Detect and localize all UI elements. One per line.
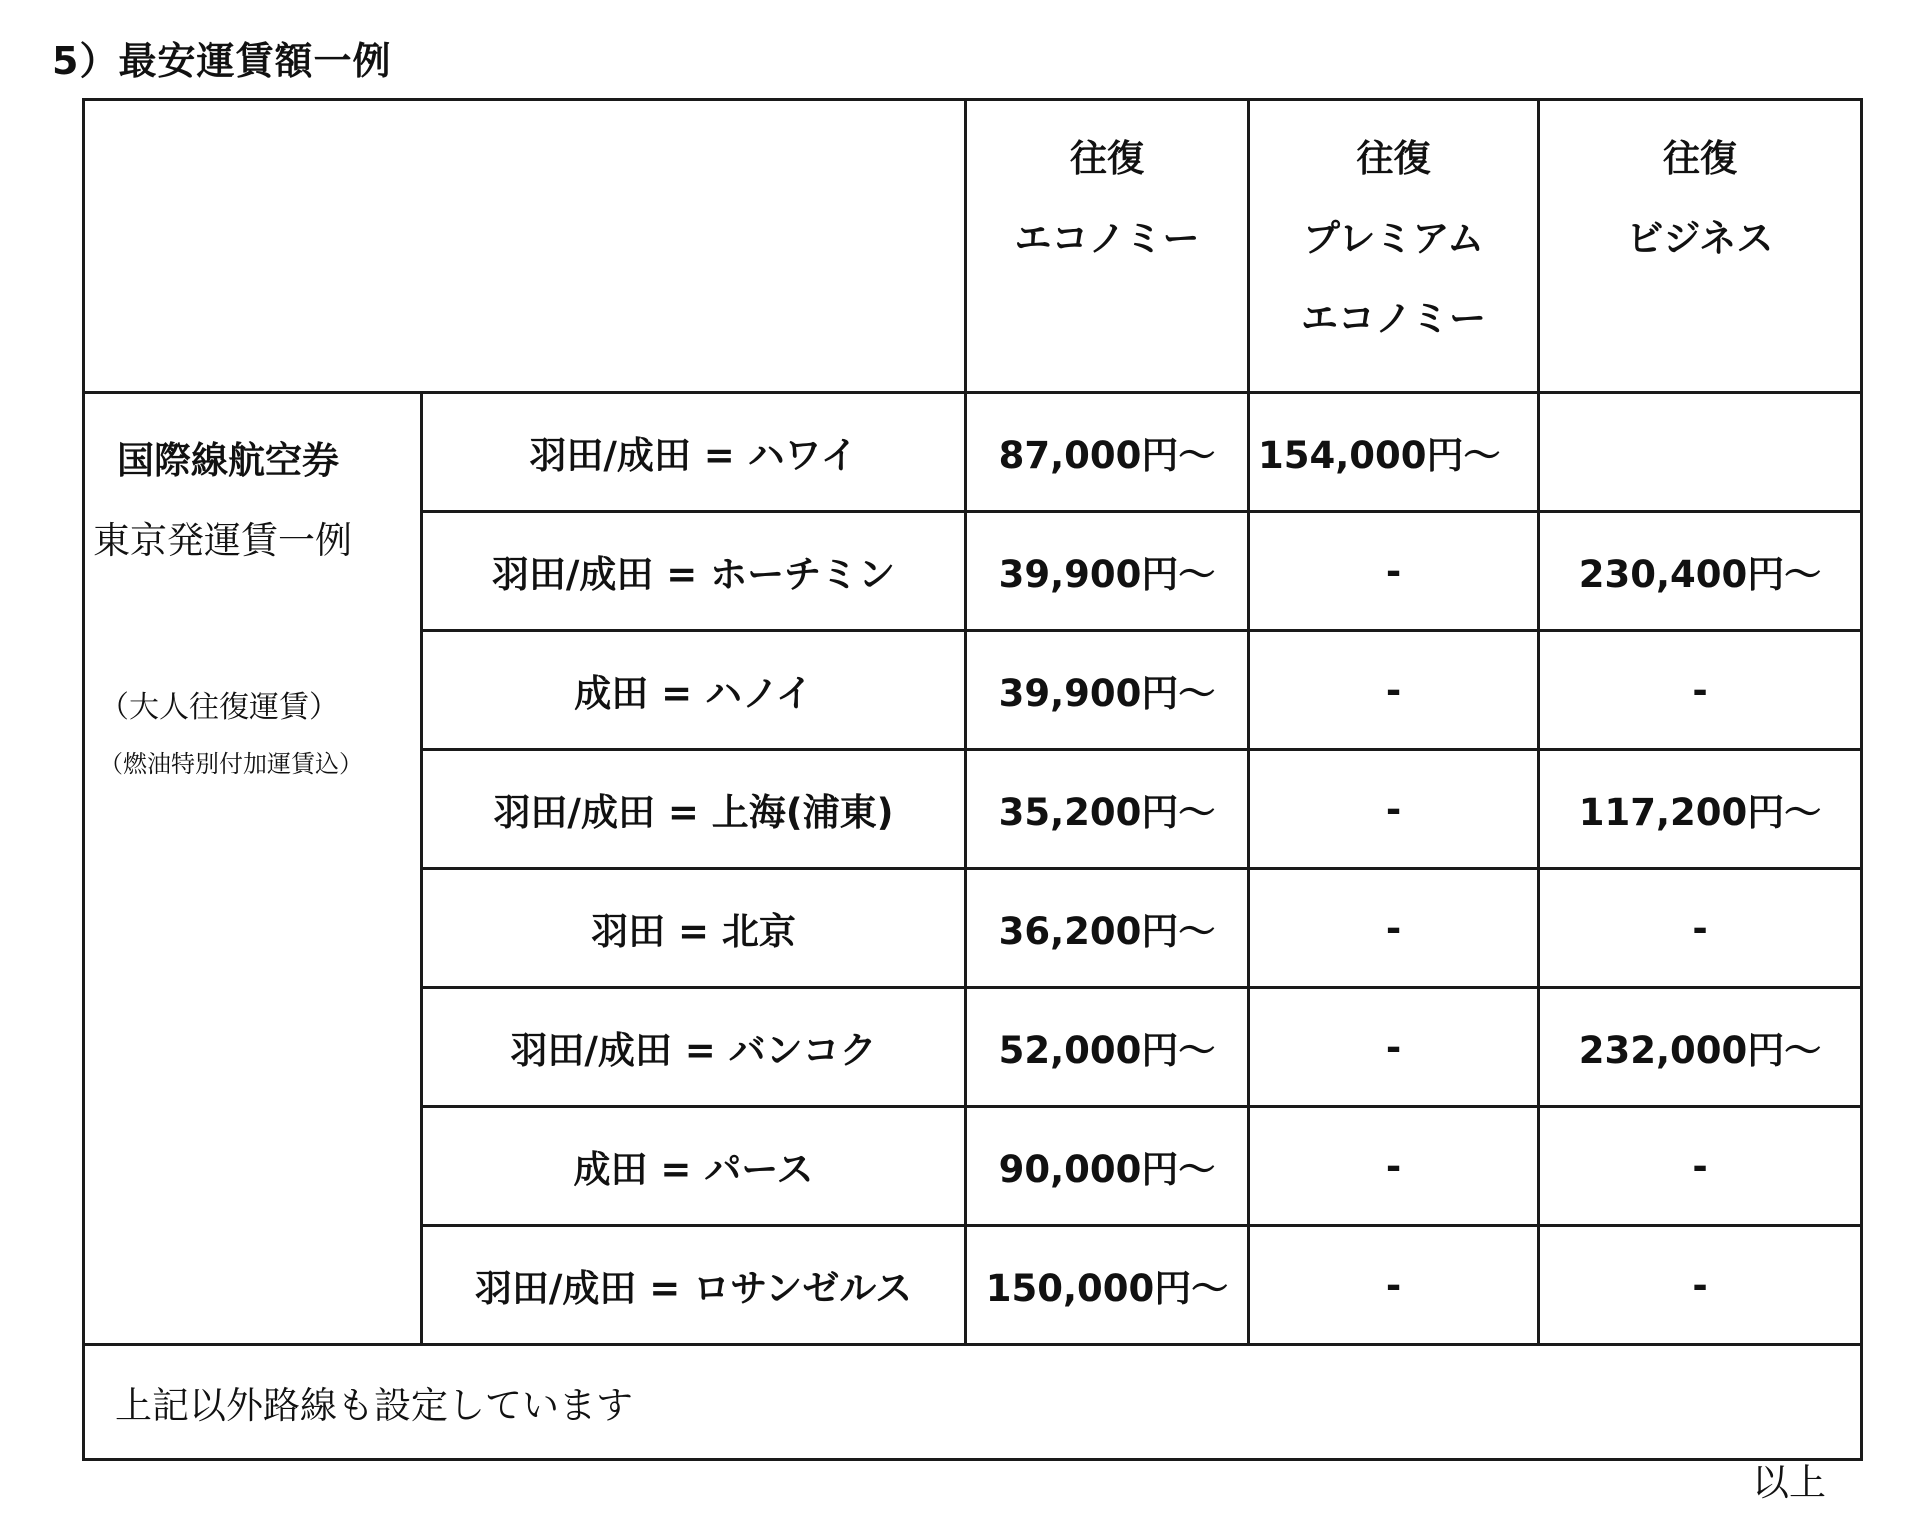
premium-economy-price: - xyxy=(1249,512,1539,631)
economy-price: 90,000円〜 xyxy=(966,1107,1249,1226)
header-economy xyxy=(966,100,1249,393)
route-cell: 羽田/成田 = ハワイ xyxy=(422,393,966,512)
route-cell: 羽田 = 北京 xyxy=(422,869,966,988)
economy-price: 150,000円〜 xyxy=(966,1226,1249,1345)
table-row xyxy=(84,393,1862,512)
economy-price: 35,200円〜 xyxy=(966,750,1249,869)
header-premium-economy xyxy=(1249,100,1539,393)
premium-economy-price: - xyxy=(1249,1107,1539,1226)
economy-price: 39,900円〜 xyxy=(966,512,1249,631)
route-cell: 羽田/成田 = ホーチミン xyxy=(422,512,966,631)
header-premium-line3: エコノミー xyxy=(1301,297,1486,340)
header-premium-line2: プレミアム xyxy=(1303,217,1484,260)
header-business xyxy=(1539,100,1862,393)
economy-price: 87,000円〜 xyxy=(966,393,1249,512)
header-business-line1: 往復 xyxy=(1663,137,1737,180)
business-price: 117,200円〜 xyxy=(1539,750,1862,869)
economy-price: 39,900円〜 xyxy=(966,631,1249,750)
business-price xyxy=(1539,393,1862,512)
business-price: 232,000円〜 xyxy=(1539,988,1862,1107)
economy-price: 52,000円〜 xyxy=(966,988,1249,1107)
fare-table xyxy=(82,98,1863,1461)
footnote-text: 上記以外路線も設定しています xyxy=(84,1345,1862,1460)
economy-price: 36,200円〜 xyxy=(966,869,1249,988)
header-economy-line2: エコノミー xyxy=(1014,217,1200,260)
business-price: - xyxy=(1539,631,1862,750)
business-price: 230,400円〜 xyxy=(1539,512,1862,631)
route-cell: 羽田/成田 = バンコク xyxy=(422,988,966,1107)
business-price: - xyxy=(1539,1226,1862,1345)
premium-economy-price: 154,000円〜 xyxy=(1249,393,1539,512)
route-cell: 成田 = ハノイ xyxy=(422,631,966,750)
business-price: - xyxy=(1539,1107,1862,1226)
route-cell: 成田 = パース xyxy=(422,1107,966,1226)
header-empty-cell xyxy=(84,100,966,393)
premium-economy-price: - xyxy=(1249,750,1539,869)
business-price: - xyxy=(1539,869,1862,988)
closing-text: 以上 xyxy=(1752,1461,1826,1504)
route-cell: 羽田/成田 = 上海(浦東) xyxy=(422,750,966,869)
side-label-note-fuel: （燃油特別付加運賃込） xyxy=(99,750,363,778)
side-label-note-adult: （大人往復運賃） xyxy=(99,690,339,725)
section-title: 5）最安運賃額一例 xyxy=(52,39,392,83)
side-label-cell xyxy=(84,393,422,1345)
premium-economy-price: - xyxy=(1249,988,1539,1107)
side-label-title: 国際線航空券 xyxy=(117,439,339,482)
table-header-row xyxy=(84,100,1862,393)
route-cell: 羽田/成田 = ロサンゼルス xyxy=(422,1226,966,1345)
premium-economy-price: - xyxy=(1249,631,1539,750)
header-premium-line1: 往復 xyxy=(1356,137,1431,180)
premium-economy-price: - xyxy=(1249,869,1539,988)
header-economy-line1: 往復 xyxy=(1070,137,1144,180)
footnote-row xyxy=(84,1345,1862,1460)
side-label-subtitle: 東京発運賃一例 xyxy=(93,519,352,562)
header-business-line2: ビジネス xyxy=(1626,217,1774,260)
premium-economy-price: - xyxy=(1249,1226,1539,1345)
